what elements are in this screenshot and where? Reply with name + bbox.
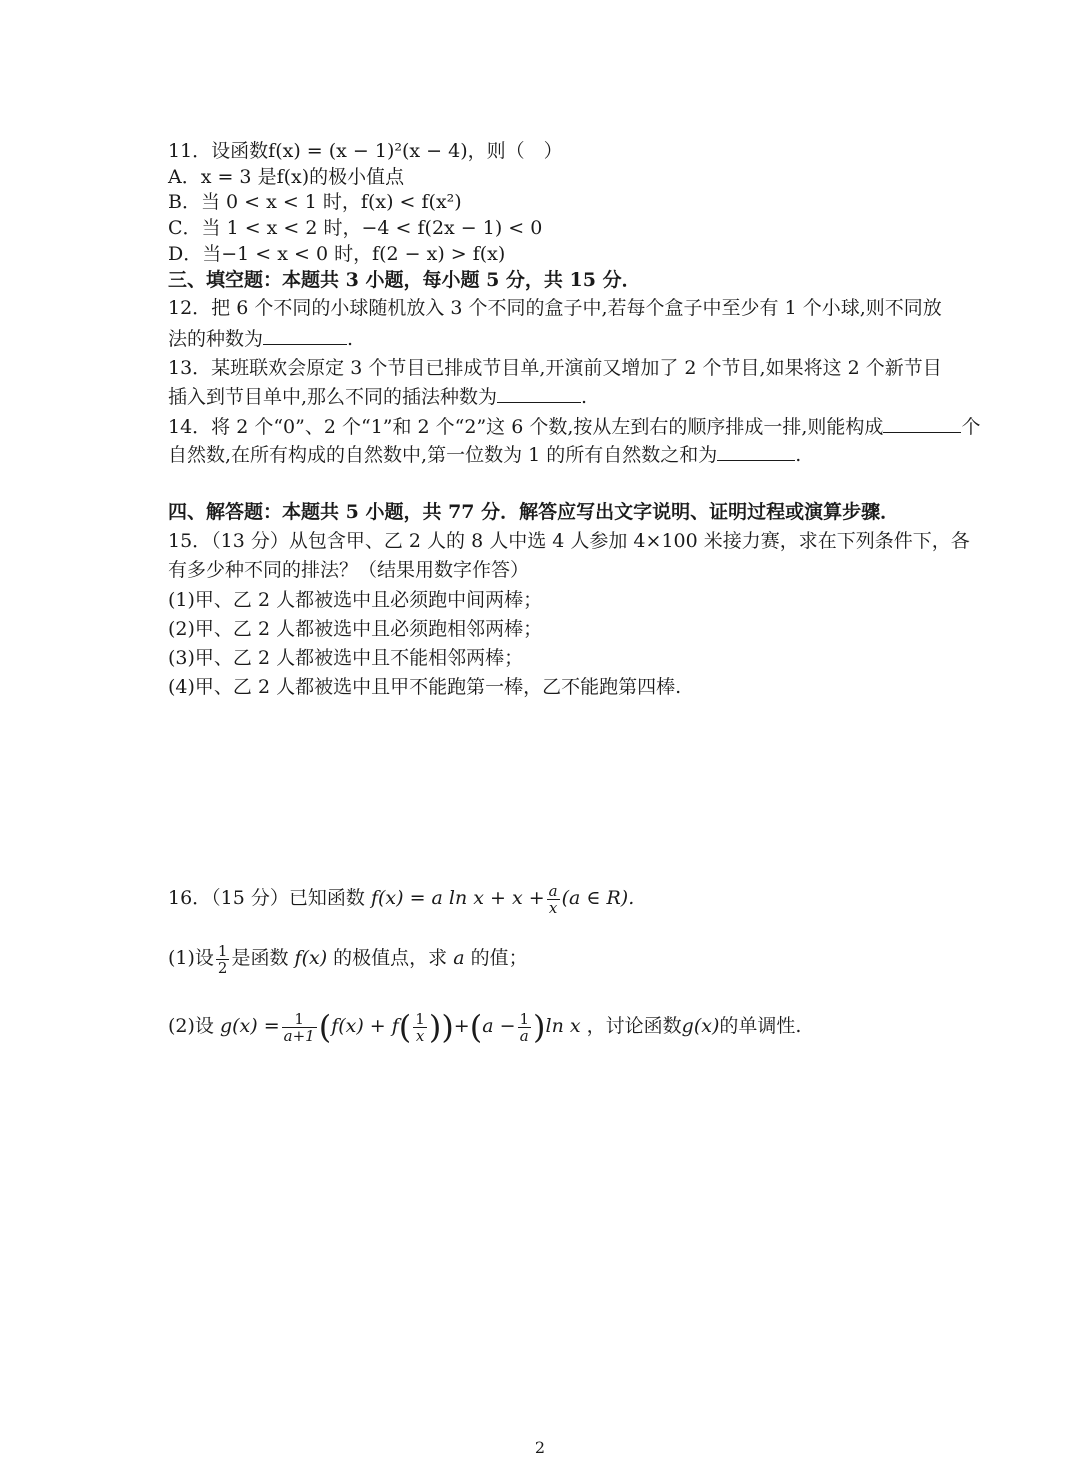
right-paren-icon: )	[441, 1008, 454, 1046]
q16-part1-fraction	[216, 943, 230, 976]
q12-line2-suffix: .	[347, 328, 354, 350]
q16-part2-inner-frac-num: 1	[415, 1009, 425, 1028]
q16-stem-prefix: 16．（15 分）已知函数	[168, 887, 365, 909]
q16-part1-prefix: (1)设	[168, 947, 214, 969]
q11-option-c: C．当 1 < x < 2 时，−4 < f(2x − 1) < 0	[168, 217, 543, 239]
q16-part2-plus: +	[453, 1015, 470, 1037]
q11-stem: 11．设函数f(x) = (x − 1)²(x − 4)，则（ ）	[168, 140, 563, 162]
q16-part1-a: a	[453, 947, 465, 969]
q16-part1-text2: 的极值点，求	[333, 947, 448, 969]
q16-stem-formula: f(x) = a ln x + x +	[370, 887, 545, 909]
q14-answer-blank-2[interactable]	[717, 442, 795, 461]
q15-part1: (1)甲、乙 2 人都被选中且必须跑中间两棒；	[168, 589, 543, 611]
q16-part1	[168, 940, 528, 976]
q15-line2: 有多少种不同的排法？（结果用数字作答）	[168, 559, 530, 581]
q16-part2-tail2: 的单调性.	[719, 1015, 802, 1037]
section3-heading: 三、填空题：本题共 3 小题，每小题 5 分，共 15 分．	[168, 269, 641, 291]
q15-part2: (2)甲、乙 2 人都被选中且必须跑相邻两棒；	[168, 618, 543, 640]
q15-line1: 15．（13 分）从包含甲、乙 2 人的 8 人中选 4 人参加 4×100 米接力赛，求在下列条件下，各	[168, 530, 970, 552]
q16-stem	[168, 880, 634, 916]
q13-line1: 13．某班联欢会原定 3 个节目已排成节目单,开演前又增加了 2 个节目,如果将这 2 个新节目	[168, 357, 942, 379]
q16-part2-frac-num: 1	[282, 1011, 317, 1028]
q16-part2-inner-fraction	[413, 1011, 427, 1044]
q14-line1-suffix: 个	[961, 416, 981, 438]
q16-stem-tail: (a ∈ R).	[561, 887, 635, 909]
q11-option-b: B．当 0 < x < 1 时，f(x) < f(x²)	[168, 191, 462, 213]
q12-answer-blank[interactable]	[263, 326, 347, 345]
q16-part2	[168, 1004, 801, 1048]
q16-part2-sub-frac-num: 1	[519, 1009, 530, 1028]
left-paren-icon: (	[398, 1008, 412, 1046]
right-paren-icon: )	[428, 1008, 442, 1046]
q13-line2	[168, 384, 587, 409]
q16-part1-text3: 的值；	[470, 947, 528, 969]
right-paren-icon: )	[533, 1008, 546, 1046]
q11-option-d: D．当−1 < x < 0 时，f(2 − x) > f(x)	[168, 243, 506, 265]
q16-part1-frac-num: 1	[217, 941, 228, 960]
q14-line2-prefix: 自然数,在所有构成的自然数中,第一位数为 1 的所有自然数之和为	[168, 444, 718, 466]
q14-line1	[168, 414, 980, 439]
q13-answer-blank[interactable]	[497, 384, 581, 403]
q14-line1-prefix: 14．将 2 个“0”、2 个“1”和 2 个“2”这 6 个数,按从左到右的顺序排成一排,则能构成	[168, 416, 884, 438]
q16-part2-ln: ln x	[545, 1015, 581, 1037]
q16-part2-prefix: (2)设	[168, 1015, 214, 1037]
q12-line2-prefix: 法的种数为	[168, 328, 264, 350]
q16-part1-frac-den: 2	[217, 958, 228, 977]
q14-line2	[168, 442, 801, 467]
q12-line1: 12．把 6 个不同的小球随机放入 3 个不同的盒子中,若每个盒子中至少有 1 个小球,则不同放	[168, 297, 942, 319]
q16-part2-sub-fraction	[518, 1011, 532, 1044]
q16-part1-text: 是函数	[231, 947, 289, 969]
section4-heading: 四、解答题：本题共 5 小题，共 77 分．解答应写出文字说明、证明过程或演算步骤．	[168, 501, 900, 523]
q14-line2-suffix: .	[795, 444, 802, 466]
q16-part2-frac-den: a+1	[283, 1026, 315, 1045]
left-paren-icon: (	[318, 1008, 332, 1046]
q15-part4: (4)甲、乙 2 人都被选中且甲不能跑第一棒，乙不能跑第四棒.	[168, 676, 682, 698]
q16-part2-inner-frac-den: x	[415, 1026, 425, 1045]
page-number: 2	[534, 1438, 546, 1457]
q16-stem-frac-den: x	[548, 898, 558, 917]
q14-answer-blank-1[interactable]	[883, 414, 961, 433]
q16-stem-frac-num: a	[548, 881, 558, 900]
q16-part2-inner1: f(x) + f	[331, 1015, 399, 1037]
q15-part3: (3)甲、乙 2 人都被选中且不能相邻两棒；	[168, 647, 524, 669]
q11-option-a: A．x = 3 是f(x)的极小值点	[168, 166, 405, 188]
q16-stem-fraction	[547, 883, 560, 916]
q16-part2-tail: ，讨论函数	[586, 1015, 682, 1037]
q16-part2-sub-frac-den: a	[519, 1026, 529, 1045]
q13-line2-suffix: .	[581, 386, 588, 408]
q16-part2-gx: g(x) =	[219, 1015, 280, 1037]
q13-line2-prefix: 插入到节目单中,那么不同的插法种数为	[168, 386, 498, 408]
left-paren-icon: (	[469, 1008, 483, 1046]
q12-line2	[168, 326, 353, 351]
q16-part1-fx: f(x)	[294, 947, 328, 969]
q16-part2-g2: g(x)	[681, 1015, 720, 1037]
q16-part2-fraction	[282, 1011, 317, 1044]
q16-part2-a-minus: a −	[482, 1015, 516, 1037]
